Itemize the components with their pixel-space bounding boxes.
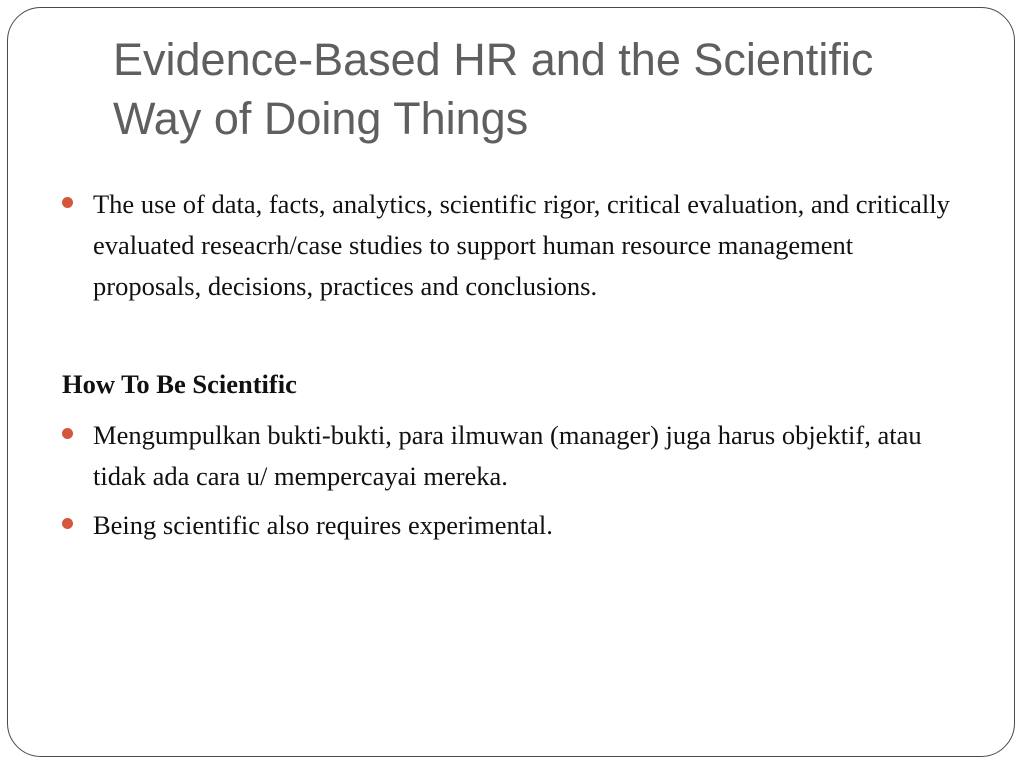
bullet-item-1 bbox=[62, 415, 962, 497]
bullet-item-intro bbox=[62, 184, 962, 307]
bullet-dot-icon bbox=[62, 518, 73, 529]
section-heading: How To Be Scientific bbox=[62, 369, 297, 399]
bullet-dot-icon bbox=[62, 197, 73, 208]
bullet-item-2 bbox=[62, 505, 962, 546]
bullet-text: Mengumpulkan bukti-bukti, para ilmuwan (manager) juga harus objektif, atau tidak ada cara u/ mempercayai mereka. bbox=[93, 420, 922, 491]
bullet-text: The use of data, facts, analytics, scientific rigor, critical evaluation, and critically evaluated reseacrh/case studies to support human resource management proposals, decisions, practices and conclusions. bbox=[93, 189, 950, 301]
slide-title: Evidence-Based HR and the Scientific Way of Doing Things bbox=[113, 34, 874, 144]
bullet-dot-icon bbox=[62, 428, 73, 439]
bullet-text: Being scientific also requires experimental. bbox=[93, 510, 553, 540]
